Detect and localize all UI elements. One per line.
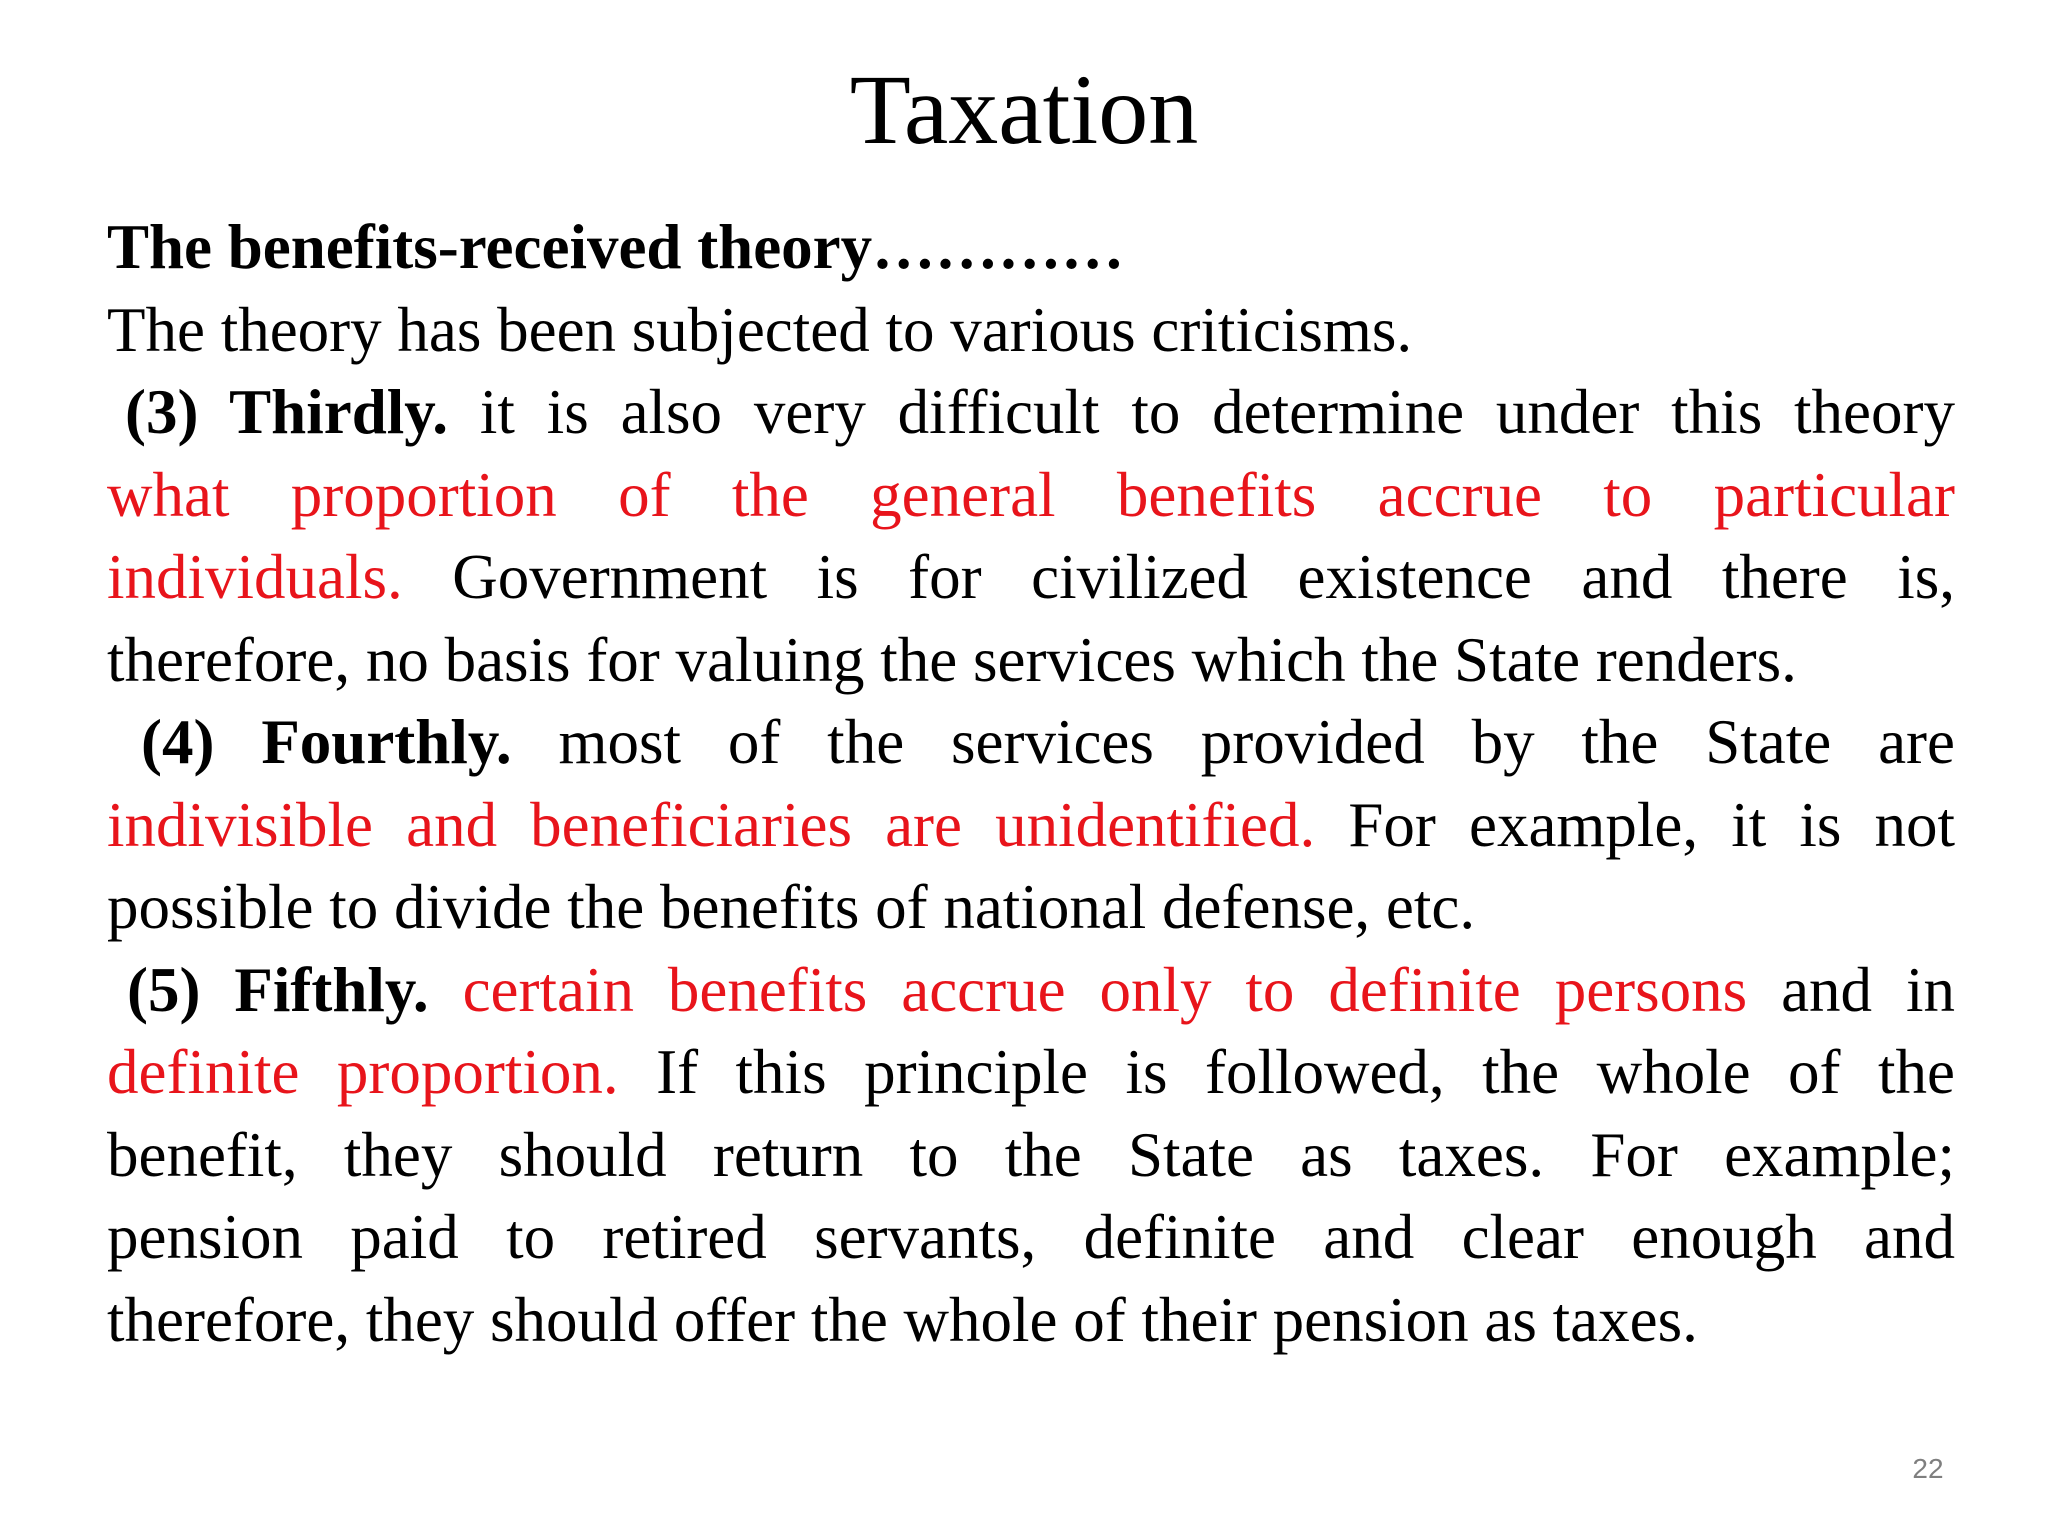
point-5-text: therefore, they should offer the whole of their pension as taxes.: [107, 1284, 1698, 1355]
section-heading: The benefits-received theory…………: [107, 212, 1125, 282]
point-5-text: pension paid to retired servants, definite and clear enough and: [107, 1202, 1955, 1272]
point-4-highlight: indivisible and beneficiaries are unidentified.: [107, 789, 1316, 860]
body-line: [107, 206, 1955, 289]
intro-text: The theory has been subjected to various criticisms.: [107, 294, 1413, 365]
slide-body: [107, 206, 1955, 1361]
point-4-label: (4) Fourthly.: [141, 707, 512, 777]
point-5-line-5: [107, 1279, 1955, 1362]
point-5-line-3: [107, 1114, 1955, 1197]
point-4-line-2: [107, 784, 1955, 867]
point-5-label: (5) Fifthly.: [127, 954, 429, 1025]
point-3-text: it is also very difficult to determine under this theory: [448, 377, 1955, 447]
point-5-highlight: certain benefits accrue only to definite persons: [428, 954, 1748, 1025]
point-5-text: If this principle is followed, the whole of the: [618, 1037, 1955, 1107]
body-line: [107, 289, 1955, 372]
page-number: 22: [1912, 1453, 1944, 1484]
point-4-line-1: [107, 701, 1955, 784]
point-3-text: Government is for civilized existence and there is,: [402, 542, 1955, 612]
point-3-text: therefore, no basis for valuing the services which the State renders.: [107, 624, 1797, 695]
point-5-line-1: [107, 949, 1955, 1032]
point-3-line-1: [107, 371, 1955, 454]
point-4-text: For example, it is not: [1315, 789, 1955, 860]
slide-title: Taxation: [849, 54, 1199, 165]
point-3-highlight: what proportion of the general benefits accrue to particular: [107, 459, 1955, 530]
point-5-line-2: [107, 1031, 1955, 1114]
point-5-line-4: [107, 1196, 1955, 1279]
point-3-label: (3) Thirdly.: [125, 377, 449, 447]
point-3-line-3: [107, 536, 1955, 619]
point-4-line-3: [107, 866, 1955, 949]
point-3-line-4: [107, 619, 1955, 702]
point-4-text: most of the services provided by the State are: [511, 707, 1955, 777]
point-5-text: and in: [1747, 954, 1955, 1025]
point-3-line-2: [107, 454, 1955, 537]
point-4-text: possible to divide the benefits of national defense, etc.: [107, 872, 1476, 942]
point-5-text: benefit, they should return to the State as taxes. For example;: [107, 1119, 1955, 1190]
point-3-highlight: individuals.: [107, 542, 403, 612]
point-5-highlight: definite proportion.: [107, 1037, 619, 1107]
